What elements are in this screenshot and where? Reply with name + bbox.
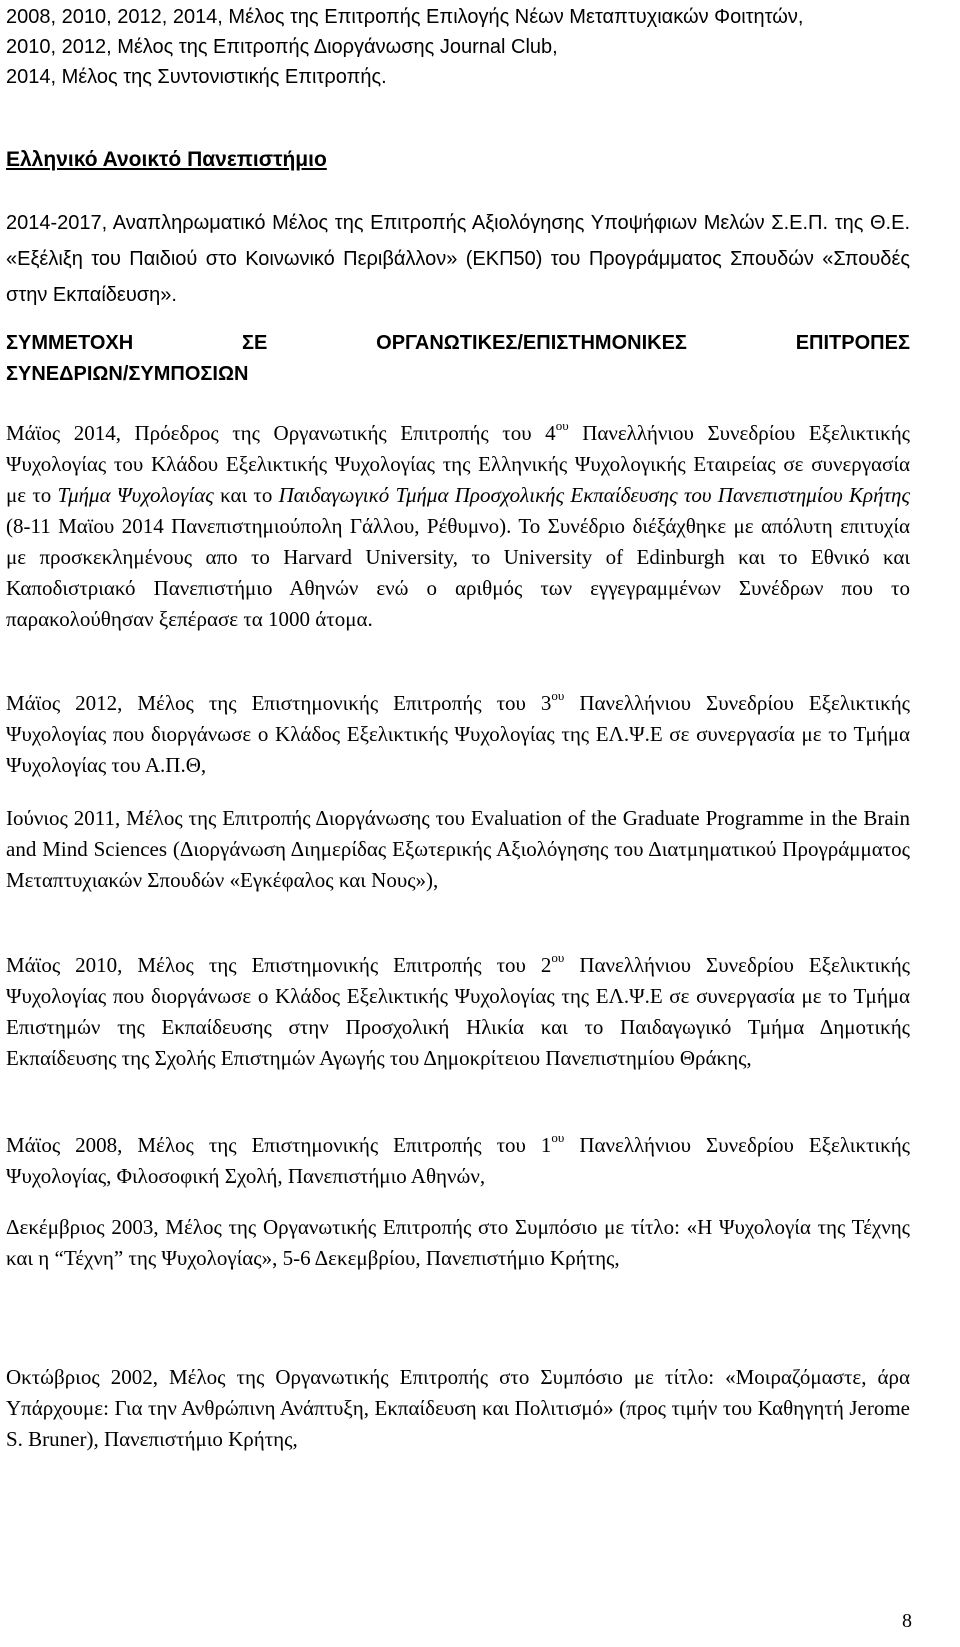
entry-italic: Παιδαγωγικό Τμήμα Προσχολικής Εκπαίδευσης του Πανεπιστημίου Κρήτης [278,483,910,507]
section-title-word-1: ΣΥΜΜΕΤΟΧΗ [6,332,134,354]
ordinal-superscript: ου [551,1130,565,1145]
entry-paragraph [6,688,910,781]
intro-block [6,2,910,92]
entry-text: Μάϊος 2010, Μέλος της Επιστημονικής Επιτροπής του 2 [6,953,552,977]
entry-text: Πανελλήνιου Συνεδρίου Εξελικτικής Ψυχολογίας, Φιλοσοφική Σχολή, Πανεπιστήμιο Αθηνών, [6,1133,910,1188]
section-title [6,328,910,390]
entry-2014 [6,418,910,635]
ordinal-superscript: ου [551,950,565,965]
eap-block [6,148,910,172]
section-title-line-2: ΣΥΝΕΔΡΙΩΝ/ΣΥΜΠΟΣΙΩΝ [6,363,249,385]
ordinal-superscript: ου [555,418,569,433]
section-title-word-3: ΟΡΓΑΝΩΤΙΚΕΣ/ΕΠΙΣΤΗΜΟΝΙΚΕΣ [376,332,687,354]
eap-heading: Ελληνικό Ανοικτό Πανεπιστήμιο [6,148,327,171]
entry-2008 [6,1130,910,1192]
section-title-word-4: ΕΠΙΤΡΟΠΕΣ [795,332,910,354]
intro-line-3: 2014, Μέλος της Συντονιστικής Επιτροπής. [6,66,387,88]
entry-text: (8-11 Μαϊου 2014 Πανεπιστημιούπολη Γάλλου, Ρέθυμνο). Το Συνέδριο διέξάχθηκε με απόλυτη επιτυχία με προσκεκλημένους απο το Harvard University, το University of Edinburgh και το Εθνικό και Καποδιστριακό Πανεπιστήμιο Αθηνών ενώ ο αριθμός των εγγεγραμμένων Συνέδρων που το παρακολούθησαν ξεπέρασε τα 1000 άτομα. [6,514,910,631]
entry-paragraph [6,950,910,1074]
entry-italic: Τμήμα Ψυχολογίας [57,483,214,507]
entry-paragraph: Οκτώβριος 2002, Μέλος της Οργανωτικής Επιτροπής στο Συμπόσιο με τίτλο: «Μοιραζόμαστε, άρα Υπάρχουμε: Για την Ανθρώπινη Ανάπτυξη, Εκπαίδευση και Πολιτισμό» (προς τιμήν του Καθηγητή Jerome S. Bruner), Πανεπιστήμιο Κρήτης, [6,1365,910,1451]
entry-2012 [6,688,910,781]
entry-text: Πανελλήνιου Συνεδρίου Εξελικτικής Ψυχολογίας του Κλάδου Εξελικτικής Ψυχολογίας της Ελληνικής Ψυχολογικής Εταιρείας σε συνεργασία με το [6,421,910,507]
intro-line-2: 2010, 2012, Μέλος της Επιτροπής Διοργάνωσης Journal Club, [6,36,558,58]
entry-text: και το [213,483,279,507]
ordinal-superscript: ου [551,688,565,703]
eap-text-block [6,205,910,313]
eap-text: 2014-2017, Αναπληρωματικό Μέλος της Επιτροπής Αξιολόγησης Υποψήφιων Μελών Σ.Ε.Π. της Θ.Ε. «Εξέλιξη του Παιδιού στο Κοινωνικό Περιβάλλον» (ΕΚΠ50) του Προγράμματος Σπουδών «Σπουδές στην Εκπαίδευση». [6,212,910,306]
entry-2011 [6,803,910,896]
entry-text: Μάϊος 2008, Μέλος της Επιστημονικής Επιτροπής του 1 [6,1133,552,1157]
entry-paragraph: Ιούνιος 2011, Μέλος της Επιτροπής Διοργάνωσης του Evaluation of the Graduate Programme in the Brain and Mind Sciences (Διοργάνωση Διημερίδας Εξωτερικής Αξιολόγησης του Διατμηματικού Προγράμματος Μεταπτυχιακών Σπουδών «Εγκέφαλος και Νους»), [6,806,910,892]
entry-text: Μάϊος 2012, Μέλος της Επιστημονικής Επιτροπής του 3 [6,691,552,715]
entry-2003 [6,1212,910,1274]
intro-line-1: 2008, 2010, 2012, 2014, Μέλος της Επιτροπής Επιλογής Νέων Μεταπτυχιακών Φοιτητών, [6,6,804,28]
page-number: 8 [902,1610,912,1632]
entry-2010 [6,950,910,1074]
entry-text: Πανελλήνιου Συνεδρίου Εξελικτικής Ψυχολογίας που διοργάνωσε ο Κλάδος Εξελικτικής Ψυχολογίας της ΕΛ.Ψ.Ε σε συνεργασία με το Τμήμα Ψυχολογίας του Α.Π.Θ, [6,691,910,777]
section-title-word-2: ΣΕ [242,332,268,354]
entry-text: Μάϊος 2014, Πρόεδρος της Οργανωτικής Επιτροπής του 4 [6,421,556,445]
entry-text: Πανελλήνιου Συνεδρίου Εξελικτικής Ψυχολογίας που διοργάνωσε ο Κλάδος Εξελικτικής Ψυχολογίας της ΕΛ.Ψ.Ε σε συνεργασία με το Τμήμα Επιστημών της Εκπαίδευσης στην Προσχολική Ηλικία και το Παιδαγωγικό Τμήμα Δημοτικής Εκπαίδευσης της Σχολής Επιστημών Αγωγής του Δημοκρίτειου Πανεπιστημίου Θράκης, [6,953,910,1070]
entry-paragraph [6,1130,910,1192]
entry-paragraph: Δεκέμβριος 2003, Μέλος της Οργανωτικής Επιτροπής στο Συμπόσιο με τίτλο: «Η Ψυχολογία της Τέχνης και η “Τέχνη” της Ψυχολογίας», 5-6 Δεκεμβρίου, Πανεπιστήμιο Κρήτης, [6,1215,910,1270]
entry-2002 [6,1362,910,1455]
entry-paragraph [6,418,910,635]
